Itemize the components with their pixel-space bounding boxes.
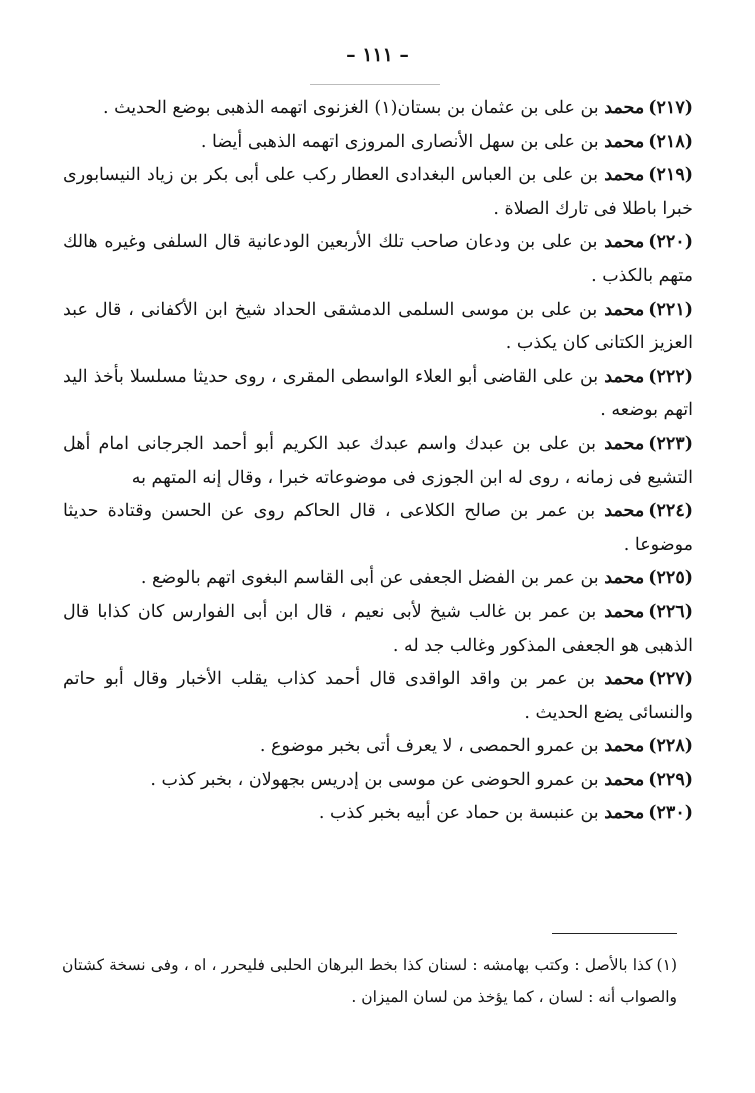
- entry-text: بن على بن عثمان بن بستان(١) الغزنوى اتهمه الذهبى بوضع الحديث .: [102, 98, 599, 118]
- entry-text: بن على بن عبدك واسم عبدك عبد الكريم أبو أحمد الجرجانى امام أهل التشيع فى زمانه ، روى له ابن الجوزى فى موضوعاته خبرا ، وقال إنه المتهم به: [63, 433, 693, 488]
- entry-name: محمد: [604, 669, 645, 690]
- entry-name: محمد: [604, 131, 645, 152]
- header-rule: [310, 84, 440, 85]
- page-number: – ١١١ –: [346, 44, 409, 66]
- entry-223: [63, 428, 693, 495]
- footnote-text: كذا بالأصل : وكتب بهامشه : لسنان كذا بخط البرهان الحلبى فليحرر ، اه ، وفى نسخة كشتان والصواب أنه : لسان ، كما يؤخذ من لسان الميزان .: [62, 956, 677, 1006]
- entry-text: بن عنبسة بن حماد عن أبيه بخبر كذب .: [318, 803, 599, 824]
- entry-225: [63, 562, 693, 596]
- entry-name: محمد: [604, 165, 645, 186]
- entry-number: (٢٢٦): [648, 601, 693, 622]
- footnote-rule: [552, 933, 677, 934]
- entry-227: [63, 663, 693, 730]
- entry-number: (٢٢٩): [648, 769, 693, 790]
- entry-226: [63, 596, 693, 663]
- entry-text: بن عمر بن الفضل الجعفى عن أبى القاسم البغوى اتهم بالوضع .: [140, 568, 599, 589]
- entry-number: (٢٢٥): [648, 568, 693, 589]
- entry-text: بن على بن ودعان صاحب تلك الأربعين الودعانية قال السلفى وغيره هالك متهم بالكذب .: [63, 232, 693, 286]
- entry-name: محمد: [604, 433, 645, 454]
- entry-number: (٢٢٢): [648, 366, 693, 387]
- entry-text: بن عمرو الحمصى ، لا يعرف أتى بخبر موضوع .: [259, 736, 599, 757]
- entry-228: [63, 730, 693, 764]
- entry-name: محمد: [604, 601, 645, 622]
- entry-222: [63, 361, 693, 428]
- entry-number: (٢١٧): [648, 98, 693, 118]
- entry-number: (٢٢٠): [648, 232, 693, 253]
- entry-name: محمد: [604, 803, 645, 824]
- entry-text: بن على القاضى أبو العلاء الواسطى المقرى ، روى حديثا مسلسلا بأخذ اليد اتهم بوضعه .: [63, 366, 693, 421]
- entry-text: بن عمر بن واقد الواقدى قال أحمد كذاب يقلب الأخبار وقال أبو حاتم والنسائى يضع الحديث .: [63, 669, 693, 723]
- entry-name: محمد: [604, 769, 645, 790]
- entry-229: [63, 764, 693, 798]
- entry-list: [63, 92, 693, 831]
- entry-230: [63, 797, 693, 831]
- entry-text: بن على بن العباس البغدادى العطار ركب على أبى بكر بن زياد النيسابورى خبرا باطلا فى تارك الصلاة .: [63, 165, 693, 219]
- footnote-marker: (١): [656, 956, 677, 974]
- entry-text: بن على بن موسى السلمى الدمشقى الحداد شيخ ابن الأكفانى ، قال عبد العزيز الكتانى كان يكذب .: [63, 299, 693, 354]
- entry-224: [63, 495, 693, 562]
- entry-name: محمد: [604, 232, 645, 253]
- entry-number: (٢٢١): [648, 299, 693, 320]
- entry-name: محمد: [604, 299, 645, 320]
- entry-text: بن عمر بن غالب شيخ لأبى نعيم ، قال ابن أبى الفوارس كان كذابا قال الذهبى هو الجعفى المذكور وغالب جد له .: [63, 601, 693, 656]
- entry-219: [63, 159, 693, 226]
- entry-218: [63, 126, 693, 160]
- entry-number: (٢٢٨): [648, 736, 693, 757]
- entry-name: محمد: [604, 736, 645, 757]
- entry-number: (٢٣٠): [648, 803, 693, 824]
- entry-number: (٢٢٧): [648, 669, 693, 690]
- entry-221: [63, 294, 693, 361]
- entry-220: [63, 226, 693, 293]
- entry-number: (٢٢٣): [648, 433, 693, 454]
- entry-number: (٢١٨): [648, 131, 693, 152]
- entry-name: محمد: [604, 366, 645, 387]
- entry-name: محمد: [604, 568, 645, 589]
- entry-text: بن على بن سهل الأنصارى المروزى اتهمه الذهبى أيضا .: [200, 131, 599, 152]
- entry-number: (٢٢٤): [648, 501, 693, 522]
- entry-number: (٢١٩): [648, 165, 693, 186]
- entry-name: محمد: [604, 98, 645, 118]
- entry-name: محمد: [604, 501, 645, 522]
- entry-217: [63, 92, 693, 126]
- footnote: [62, 949, 677, 1013]
- entry-text: بن عمر بن صالح الكلاعى ، قال الحاكم روى عن الحسن وقتادة حديثا موضوعا .: [63, 501, 693, 555]
- entry-text: بن عمرو الحوضى عن موسى بن إدريس بجهولان ، بخبر كذب .: [150, 769, 599, 790]
